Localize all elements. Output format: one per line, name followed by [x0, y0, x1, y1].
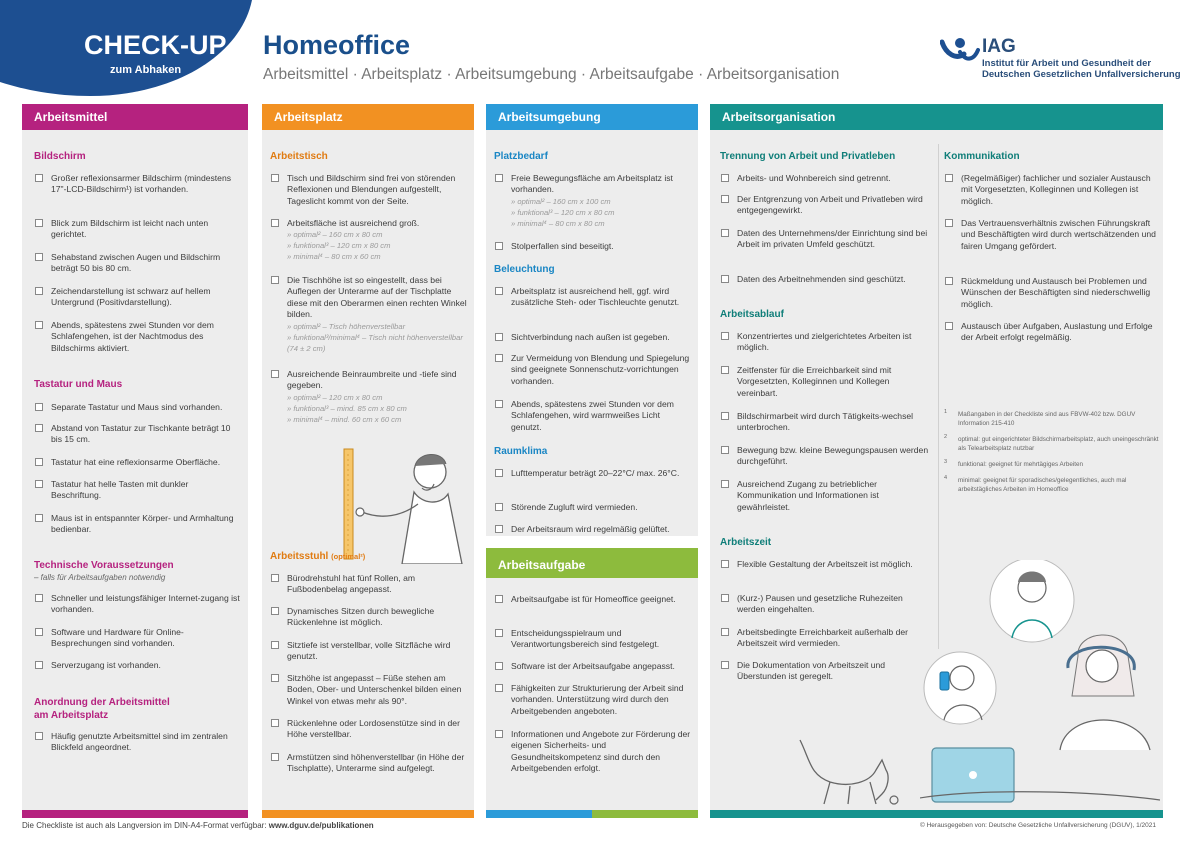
section-trennung: Trennung von Arbeit und Privatleben	[720, 151, 896, 162]
checkbox[interactable]	[35, 321, 43, 329]
checkbox[interactable]	[721, 560, 729, 568]
checklist-item[interactable]: Informationen und Angebote zur Förderung der eigenen Sicherheits- und Gesundheitskompetenz sind durch den Arbeitgebenden erfolgt.	[494, 729, 692, 775]
checklist-item[interactable]: (Regelmäßiger) fachlicher und sozialer Austausch mit Vorgesetzten, Kolleginnen und Kollegen ist möglich.	[944, 173, 1158, 207]
checklist-item[interactable]: Sichtverbindung nach außen ist gegeben.	[494, 332, 692, 343]
checklist-item[interactable]: Ausreichende Beinraumbreite und -tiefe sind gegeben. » optimal² – 120 cm x 80 cm » funktional³ – mind. 85 cm x 80 cm » minimal⁴ – mind. 60 cm x 60 cm	[270, 369, 468, 425]
footer-note: Die Checkliste ist auch als Langversion im DIN-A4-Format verfügbar: www.dguv.de/publikationen	[22, 821, 374, 830]
checklist-item[interactable]: Häufig genutzte Arbeitsmittel sind im zentralen Blickfeld angeordnet.	[34, 731, 240, 754]
checklist-item[interactable]: Arbeitsplatz ist ausreichend hell, ggf. wird zusätzliche Steh- oder Tischleuchte genutzt.	[494, 286, 692, 309]
checklist-item[interactable]: Software ist der Arbeitsaufgabe angepasst.	[494, 661, 692, 672]
checklist-item[interactable]: Austausch über Aufgaben, Auslastung und Erfolge der Arbeit erfolgt regelmäßig.	[944, 321, 1158, 344]
section-technische-voraussetzungen: Technische Voraussetzungen	[34, 560, 174, 571]
checklist-item[interactable]: Arbeitsaufgabe ist für Homeoffice geeignet.	[494, 594, 692, 605]
checklist-item[interactable]: Freie Bewegungsfläche am Arbeitsplatz ist vorhanden. » optimal² – 160 cm x 100 cm » funktional³ – 120 cm x 80 cm » minimal⁴ – 80 cm x 80 cm	[494, 173, 692, 229]
column-header-arbeitsaufgabe: Arbeitsaufgabe	[486, 548, 698, 578]
checklist-item[interactable]: Der Arbeitsraum wird regelmäßig gelüftet.	[494, 524, 692, 535]
checklist-item[interactable]: Die Dokumentation von Arbeitszeit und Überstunden ist geregelt.	[720, 660, 930, 683]
checkbox[interactable]	[495, 174, 503, 182]
checklist-item[interactable]: Tastatur hat eine reflexionsarme Oberfläche.	[34, 457, 240, 468]
column-footer-bar	[262, 810, 474, 818]
page-title: Homeoffice	[263, 30, 411, 60]
column-arbeitsplatz	[262, 104, 474, 818]
checkbox[interactable]	[271, 641, 279, 649]
checkbox[interactable]	[35, 480, 43, 488]
org-abbreviation: IAG	[982, 36, 1016, 57]
org-name	[982, 58, 1181, 80]
checklist-item[interactable]: Rückenlehne oder Lordosenstütze sind in der Höhe verstellbar.	[270, 718, 468, 741]
checkbox[interactable]	[271, 574, 279, 582]
column-footer-bar	[486, 810, 698, 818]
checkbox[interactable]	[495, 525, 503, 533]
checkbox[interactable]	[35, 732, 43, 740]
checkmark-icon: ✓	[196, 62, 207, 77]
checkbox[interactable]	[495, 503, 503, 511]
checklist-item[interactable]: Software und Hardware für Online-Besprechungen sind vorhanden.	[34, 627, 240, 650]
section-arbeitszeit: Arbeitszeit	[720, 537, 772, 548]
checklist-item[interactable]: Schneller und leistungsfähiger Internet-zugang ist vorhanden.	[34, 593, 240, 616]
checklist-item[interactable]: Arbeitsbedingte Erreichbarkeit außerhalb der Arbeitszeit wird vermieden.	[720, 627, 930, 650]
checkbox[interactable]	[495, 400, 503, 408]
checkbox[interactable]	[721, 446, 729, 454]
checkbox[interactable]	[495, 662, 503, 670]
checklist-item[interactable]: Abends, spätestens zwei Stunden vor dem Schlafengehen, wird warmweißes Licht genutzt.	[494, 399, 692, 433]
checklist-item[interactable]: Blick zum Bildschirm ist leicht nach unten gerichtet.	[34, 218, 240, 241]
checklist-item[interactable]: Störende Zugluft wird vermieden.	[494, 502, 692, 513]
checkbox[interactable]	[35, 403, 43, 411]
checkbox[interactable]	[35, 424, 43, 432]
checkbox[interactable]	[721, 229, 729, 237]
checklist-item[interactable]: Zur Vermeidung von Blendung und Spiegelung sind geeignete Sonnenschutz-vorrichtungen vorhanden.	[494, 353, 692, 387]
brand-subtitle: zum Abhaken	[110, 64, 182, 76]
video-call-illustration	[920, 560, 1160, 810]
checkbox[interactable]	[721, 661, 729, 669]
checkbox[interactable]	[495, 242, 503, 250]
section-platzbedarf: Platzbedarf	[494, 151, 548, 162]
checklist-item[interactable]: Tisch und Bildschirm sind frei von störenden Reflexionen und Blendungen aufgestellt, Tageslicht kommt von der Seite.	[270, 173, 468, 207]
checklist-item[interactable]: Tastatur hat helle Tasten mit dunkler Beschriftung.	[34, 479, 240, 502]
footnote: 4 minimal: geeignet für sporadisches/gelegentliches, auch mal arbeitstägliches Arbeiten im Homeoffice	[944, 475, 1127, 493]
measuring-person-illustration	[322, 444, 472, 564]
checkbox[interactable]	[721, 628, 729, 636]
checklist-item[interactable]: Sehabstand zwischen Augen und Bildschirm beträgt 50 bis 80 cm.	[34, 252, 240, 275]
checklist-item[interactable]: Maus ist in entspannter Körper- und Armhaltung bedienbar.	[34, 513, 240, 536]
checkbox[interactable]	[495, 730, 503, 738]
checkbox[interactable]	[721, 174, 729, 182]
column-arbeitsumgebung	[486, 104, 698, 536]
checkbox[interactable]	[495, 333, 503, 341]
checklist-item[interactable]: Abstand von Tastatur zur Tischkante beträgt 10 bis 15 cm.	[34, 423, 240, 446]
checklist-item[interactable]: Separate Tastatur und Maus sind vorhanden.	[34, 402, 240, 413]
checkbox[interactable]	[945, 174, 953, 182]
checklist-item[interactable]: Bildschirmarbeit wird durch Tätigkeits-wechsel unterbrochen.	[720, 411, 930, 434]
checklist-item[interactable]: Entscheidungsspielraum und Verantwortungsbereich sind festgelegt.	[494, 628, 692, 651]
footnote: 3 funktional: geeignet für mehrtägiges Arbeiten	[944, 459, 1083, 468]
checklist-item[interactable]: Zeichendarstellung ist schwarz auf hellem Untergrund (Positivdarstellung).	[34, 286, 240, 309]
section-arbeitsstuhl: Arbeitsstuhl (optimal²)	[270, 551, 366, 562]
checklist-item[interactable]: Ausreichend Zugang zu betrieblicher Kommunikation und Informationen ist gewährleistet.	[720, 479, 930, 513]
checklist-item[interactable]: Lufttemperatur beträgt 20–22°C/ max. 26°C.	[494, 468, 692, 479]
footnote: 1 Maßangaben in der Checkliste sind aus FBVW-402 bzw. DGUV Information 215-410	[944, 409, 1136, 427]
checklist-item[interactable]: Bürodrehstuhl hat fünf Rollen, am Fußbodenbelag angepasst.	[270, 573, 468, 596]
checkbox[interactable]	[35, 594, 43, 602]
column-header-arbeitsplatz: Arbeitsplatz	[262, 104, 474, 130]
checklist-item[interactable]: Der Entgrenzung von Arbeit und Privatleben wird entgegengewirkt.	[720, 194, 930, 217]
checkbox[interactable]	[271, 674, 279, 682]
checklist-item[interactable]: Daten des Unternehmens/der Einrichtung sind bei Arbeit im privaten Umfeld geschützt.	[720, 228, 930, 251]
checkbox[interactable]	[35, 514, 43, 522]
checklist-item[interactable]: Sitztiefe ist verstellbar, volle Sitzfläche wird genutzt.	[270, 640, 468, 663]
cat-illustration	[790, 730, 910, 810]
section-kommunikation: Kommunikation	[944, 151, 1020, 162]
section-beleuchtung: Beleuchtung	[494, 264, 555, 275]
checkbox[interactable]	[271, 607, 279, 615]
section-tastatur-maus: Tastatur und Maus	[34, 379, 123, 390]
copyright: © Herausgegeben von: Deutsche Gesetzliche Unfallversicherung (DGUV), 1/2021	[920, 822, 1157, 829]
section-arbeitstisch: Arbeitstisch	[270, 151, 328, 162]
checkbox[interactable]	[495, 354, 503, 362]
checkbox[interactable]	[721, 412, 729, 420]
checkbox[interactable]	[495, 629, 503, 637]
checkbox[interactable]	[945, 322, 953, 330]
iag-logo-icon	[940, 36, 980, 66]
checkbox[interactable]	[271, 370, 279, 378]
checkbox[interactable]	[35, 661, 43, 669]
checklist-item[interactable]: Serverzugang ist vorhanden.	[34, 660, 240, 671]
org-name-line-2: Deutschen Gesetzlichen Unfallversicherung	[982, 69, 1181, 80]
checkbox[interactable]	[271, 719, 279, 727]
column-arbeitsaufgabe	[486, 548, 698, 818]
checkbox[interactable]	[721, 480, 729, 488]
org-name-line-1: Institut für Arbeit und Gesundheit der	[982, 58, 1152, 69]
checklist-item[interactable]: Daten des Arbeitnehmenden sind geschützt.	[720, 274, 930, 285]
checklist-item[interactable]: Stolperfallen sind beseitigt.	[494, 241, 692, 252]
column-header-arbeitsorganisation: Arbeitsorganisation	[710, 104, 1163, 130]
checklist-item[interactable]: Das Vertrauensverhältnis zwischen Führungskraft und Beschäftigten wird durch wertschätzenden und fairen Umgang gefördert.	[944, 218, 1158, 252]
checkbox[interactable]	[495, 684, 503, 692]
brand-title: CHECK-UP	[84, 30, 227, 60]
section-note: – falls für Arbeitsaufgaben notwendig	[34, 573, 166, 582]
checkbox[interactable]	[495, 287, 503, 295]
checkbox[interactable]	[35, 458, 43, 466]
checkbox[interactable]	[721, 275, 729, 283]
checkbox[interactable]	[35, 628, 43, 636]
checkbox[interactable]	[495, 469, 503, 477]
checkbox[interactable]	[721, 195, 729, 203]
column-footer-bar	[22, 810, 248, 818]
checkbox[interactable]	[495, 595, 503, 603]
checkbox[interactable]	[721, 332, 729, 340]
checklist-item[interactable]: Arbeits- und Wohnbereich sind getrennt.	[720, 173, 930, 184]
section-bildschirm: Bildschirm	[34, 151, 86, 162]
page-subtitle: Arbeitsmittel · Arbeitsplatz · Arbeitsumgebung · Arbeitsaufgabe · Arbeitsorganisation	[263, 66, 840, 83]
checkbox[interactable]	[271, 753, 279, 761]
checklist-item[interactable]: Flexible Gestaltung der Arbeitszeit ist möglich.	[720, 559, 930, 570]
checklist-item[interactable]: Konzentriertes und zielgerichtetes Arbeiten ist möglich.	[720, 331, 930, 354]
checklist-item[interactable]: Dynamisches Sitzen durch bewegliche Rückenlehne ist möglich.	[270, 606, 468, 629]
checkbox[interactable]	[271, 219, 279, 227]
checklist-item[interactable]: Die Tischhöhe ist so eingestellt, dass bei Auflegen der Unterarme auf der Tischplatte diese mit den Oberarmen einen rechten Winkel bilden. » optimal² – Tisch höhenverstellbar » funktional³/minimal⁴ – Tisch nicht höhenverstellbar (74 ± 2 cm)	[270, 275, 468, 354]
column-footer-bar	[710, 810, 1163, 818]
checklist-item[interactable]: Sitzhöhe ist angepasst – Füße stehen am Boden, Ober- und Unterschenkel bilden einen Winkel von etwas mehr als 90°.	[270, 673, 468, 707]
checkbox[interactable]	[35, 174, 43, 182]
section-raumklima: Raumklima	[494, 446, 548, 457]
checklist-item[interactable]: Rückmeldung und Austausch bei Problemen und Wünschen der Beschäftigten sind niederschwellig möglich.	[944, 276, 1158, 310]
section-anordnung: Anordnung der Arbeitsmittel am Arbeitsplatz	[34, 697, 170, 721]
checklist-item[interactable]: Bewegung bzw. kleine Bewegungspausen werden durchgeführt.	[720, 445, 930, 468]
checkbox[interactable]	[35, 253, 43, 261]
checklist-item[interactable]: Großer reflexionsarmer Bildschirm (mindestens 17"-LCD-Bildschirm¹) ist vorhanden.	[34, 173, 240, 196]
checkbox[interactable]	[721, 366, 729, 374]
checkbox[interactable]	[35, 219, 43, 227]
column-header-arbeitsmittel: Arbeitsmittel	[22, 104, 248, 130]
checklist-item[interactable]: Abends, spätestens zwei Stunden vor dem Schlafengehen, ist der Nachtmodus des Bildschirms aktiviert.	[34, 320, 240, 354]
section-arbeitsablauf: Arbeitsablauf	[720, 309, 784, 320]
checkbox[interactable]	[35, 287, 43, 295]
footnotes	[944, 410, 1159, 501]
checklist-item[interactable]: Arbeitsfläche ist ausreichend groß. » optimal² – 160 cm x 80 cm » funktional³ – 120 cm x 80 cm » minimal⁴ – 80 cm x 60 cm	[270, 218, 468, 262]
column-header-arbeitsumgebung: Arbeitsumgebung	[486, 104, 698, 130]
publications-link[interactable]: www.dguv.de/publikationen	[268, 821, 374, 830]
checkbox[interactable]	[271, 276, 279, 284]
checkbox[interactable]	[945, 219, 953, 227]
checklist-item[interactable]: Zeitfenster für die Erreichbarkeit sind mit Vorgesetzten, Kolleginnen und Kollegen vereinbart.	[720, 365, 930, 399]
checkbox[interactable]	[945, 277, 953, 285]
checklist-item[interactable]: (Kurz-) Pausen und gesetzliche Ruhezeiten werden eingehalten.	[720, 593, 930, 616]
checklist-item[interactable]: Armstützen sind höhenverstellbar (in Höhe der Tischplatte), Unterarme sind aufgelegt.	[270, 752, 468, 775]
checkbox[interactable]	[271, 174, 279, 182]
checkbox[interactable]	[721, 594, 729, 602]
checklist-item[interactable]: Fähigkeiten zur Strukturierung der Arbeit sind vorhanden. Unterstützung wird durch den Arbeitgebenden angeboten.	[494, 683, 692, 717]
footnote: 2 optimal: gut eingerichteter Bildschirmarbeitsplatz, auch uneingeschränkt als Telearbeitsplatz nutzbar	[944, 434, 1159, 452]
column-arbeitsmittel	[22, 104, 248, 818]
